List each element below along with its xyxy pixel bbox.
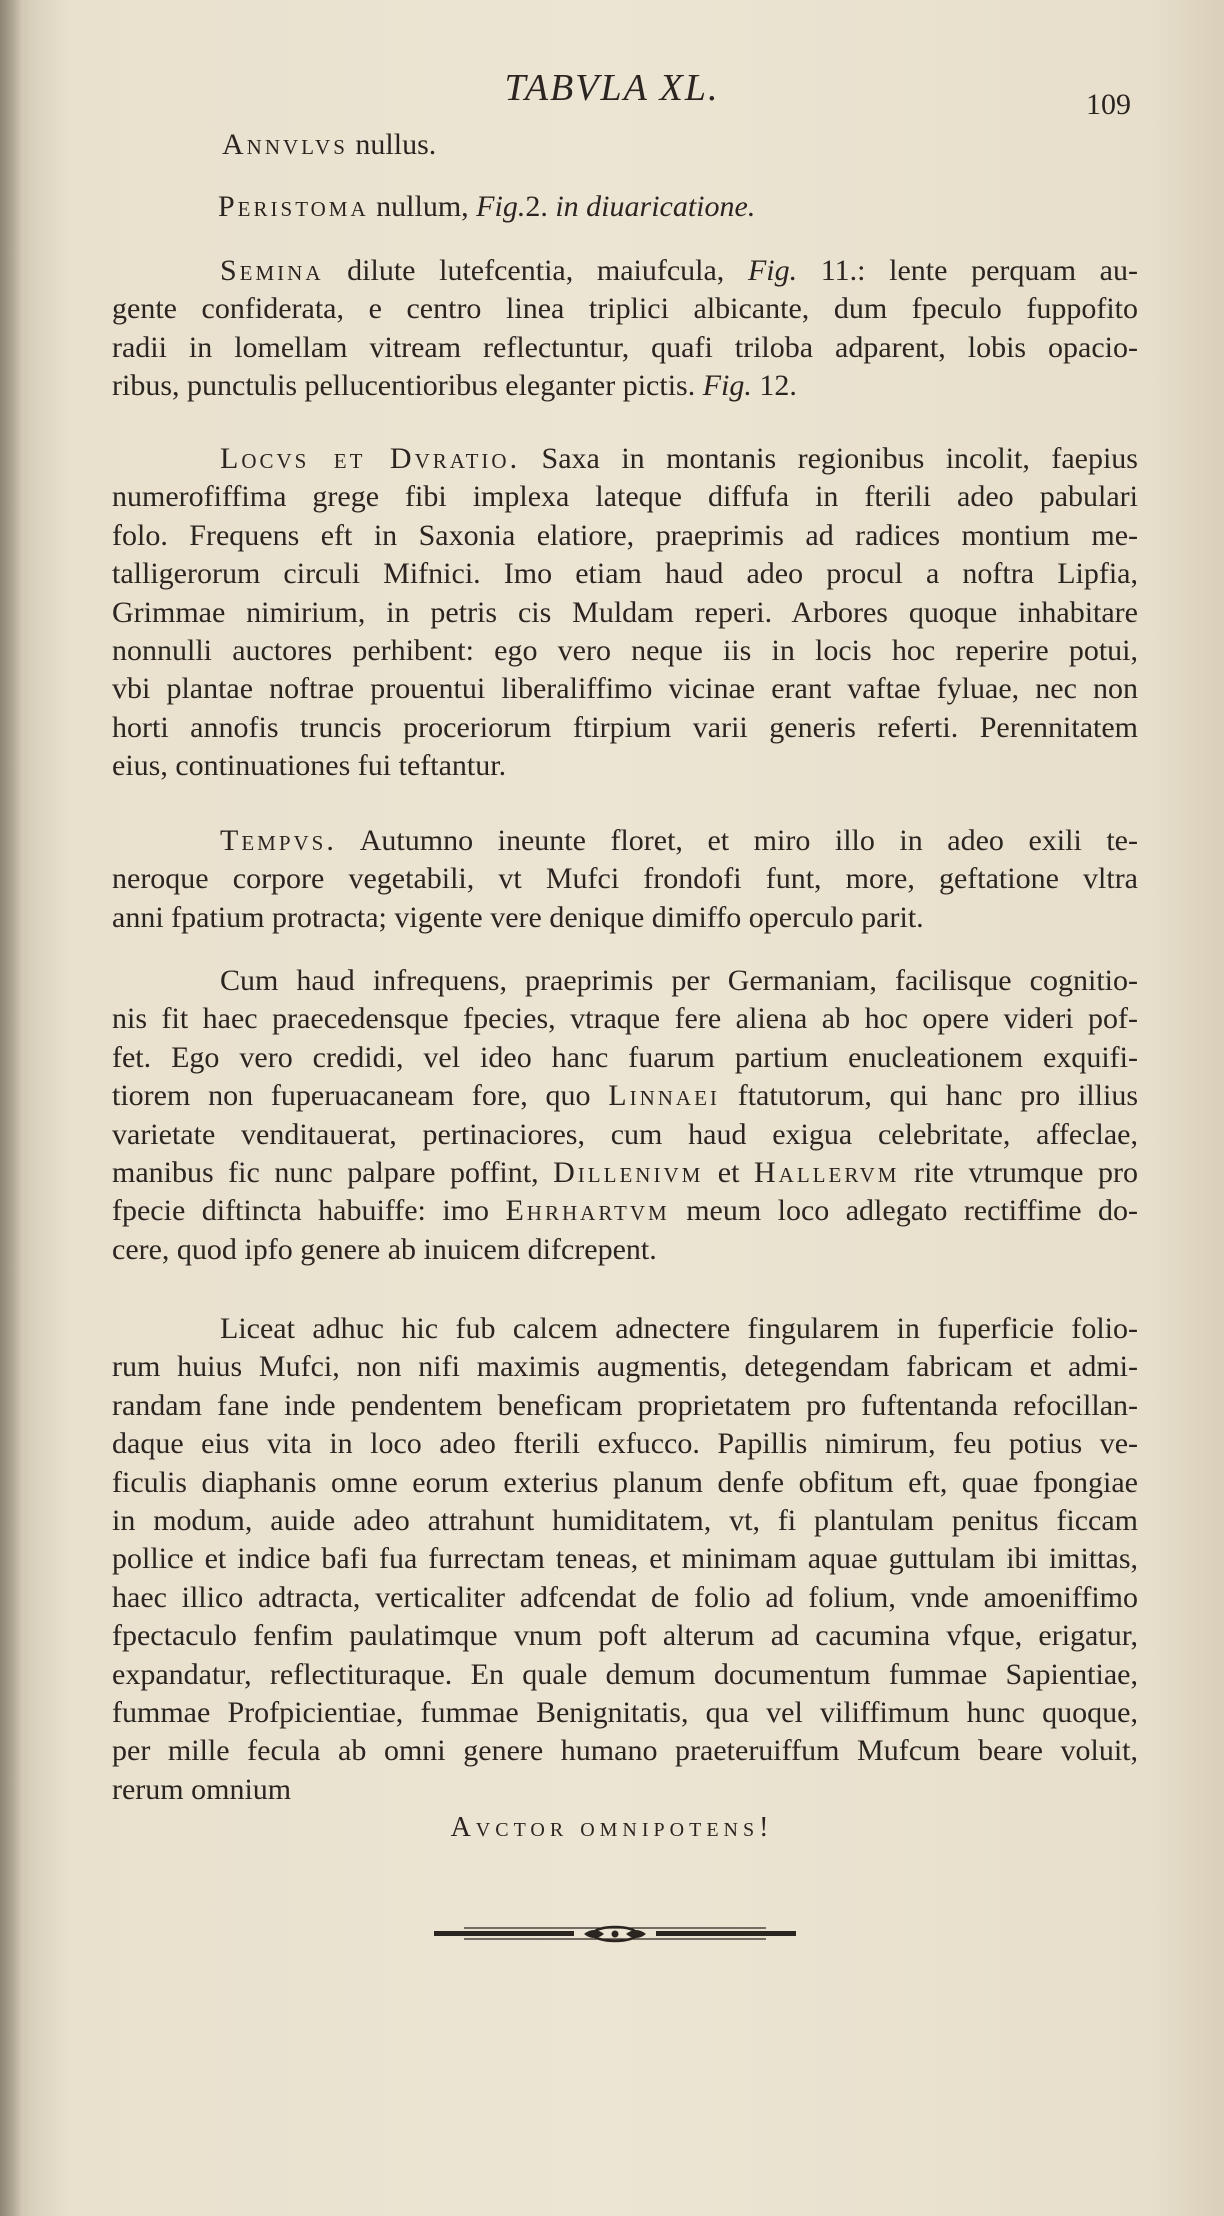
text-line: talligerorum circuli Mifnici. Imo etiam haud adeo procul a noftra Lipfia, xyxy=(112,557,1138,591)
text-line: folo. Frequens eft in Saxonia elatiore, praeprimis ad radices montium me- xyxy=(112,518,1138,552)
section-label: Semina xyxy=(220,254,324,287)
text-line: in modum, auide adeo attrahunt humiditatem, vt, fi plantulam penitus ficcam xyxy=(112,1504,1138,1538)
text-line: pollice et indice bafi fua furrectam teneas, et minimam aquae guttulam ibi imittas, xyxy=(112,1542,1138,1576)
section-label: Annvlvs xyxy=(222,128,348,161)
text-span: rite vtrumque pro xyxy=(899,1156,1139,1190)
text-line: Liceat adhuc hic fub calcem adnectere fingularem in fuperficie folio- xyxy=(220,1312,1138,1345)
page-number: 109 xyxy=(1086,88,1131,121)
text-line: nonnulli auctores perhibent: ego vero neque iis in locis hoc reperire potui, xyxy=(112,634,1138,668)
spine-shadow xyxy=(0,0,22,2216)
text-line: rerum omnium xyxy=(112,1772,292,1806)
text-line: fet. Ego vero credidi, vel ideo hanc fuarum partium enucleationem exquifi- xyxy=(112,1040,1138,1074)
text-line: Cum haud infrequens, praeprimis per Germaniam, facilisque cognitio- xyxy=(220,964,1138,997)
text-span: 11.: lente perquam au- xyxy=(797,254,1138,287)
semina-paragraph xyxy=(112,252,1138,406)
text-line: varietate venditauerat, pertinaciores, cum haud exigua celebritate, affeclae, xyxy=(112,1117,1138,1151)
text-span: 12. xyxy=(751,369,797,403)
text-line xyxy=(112,188,1138,226)
text-line xyxy=(112,1192,1138,1230)
text-line: randam fane inde pendentem beneficam proprietatem pro fuftentanda refocillan- xyxy=(112,1388,1138,1422)
text-span: manibus fic nunc palpare poffint, xyxy=(112,1156,554,1190)
text-line: ficulis diaphanis omne eorum exterius planum denfe obfitum eft, quae fpongiae xyxy=(112,1465,1138,1499)
text-line: haec illico adtracta, verticaliter adfcendat de folio ad folium, vnde amoeniffimo xyxy=(112,1580,1138,1614)
ornament-rule xyxy=(434,1924,796,1944)
author-name: Linnaei xyxy=(608,1079,720,1113)
section-label: Peristoma xyxy=(218,190,369,223)
text-line xyxy=(112,822,1138,860)
text-line: eius, continuationes fui teftantur. xyxy=(112,749,507,783)
text-line: cere, quod ipfo genere ab inuicem difcrepent. xyxy=(112,1232,657,1266)
text-span: in diuaricatione. xyxy=(547,190,756,223)
ornament-left-leaf xyxy=(584,1930,604,1938)
text-line: horti annofis truncis proceriorum ftirpium varii generis referti. Perennitatem xyxy=(112,710,1138,744)
text-span: Autumno ineunte floret, et miro illo in adeo exili te- xyxy=(336,824,1138,857)
ornament-right-leaf xyxy=(626,1930,646,1938)
text-line: radii in lomellam vitream reflectuntur, quafi triloba adparent, lobis opacio- xyxy=(112,330,1138,364)
text-span: dilute lutefcentia, maiufcula, xyxy=(323,254,748,287)
author-name: Ehrhartvm xyxy=(505,1194,670,1228)
ornament-left-bar xyxy=(434,1931,574,1936)
running-head: TABVLA XL. xyxy=(504,67,720,109)
ornament-center-dot xyxy=(612,1931,619,1938)
text-line: nis fit haec praecedensque fpecies, vtraque fere aliena ab hoc opere videri pof- xyxy=(112,1002,1138,1036)
text-line: numerofiffima grege fibi implexa lateque diffufa in fterili adeo pabulari xyxy=(112,480,1138,514)
text-span: ftatutorum, qui hanc pro illius xyxy=(719,1079,1138,1113)
annulus-paragraph xyxy=(112,126,1138,164)
figure-ref: Fig. xyxy=(702,369,752,403)
locus-paragraph xyxy=(112,440,1138,786)
figure-ref: Fig. xyxy=(747,254,798,287)
ornament-right-bar xyxy=(656,1931,796,1936)
text-span: fpecie diftincta habuiffe: imo xyxy=(112,1194,506,1228)
author-name: Dillenivm xyxy=(553,1156,704,1190)
text-line: vbi plantae noftrae prouentui liberaliffimo vicinae erant vaftae fyluae, nec non xyxy=(112,672,1138,706)
text-span: et xyxy=(703,1156,754,1190)
text-span: nullum, xyxy=(368,190,477,223)
text-line xyxy=(112,440,1138,478)
section-label: Locvs et Dvratio. xyxy=(220,442,521,475)
text-line: Grimmae nimirium, in petris cis Muldam reperi. Arbores quoque inhabitare xyxy=(112,595,1138,629)
text-line: anni fpatium protracta; vigente vere denique dimiffo operculo parit. xyxy=(112,900,924,934)
liceat-paragraph xyxy=(112,1310,1138,1809)
text-line: fpectaculo fenfim paulatimque vnum poft alterum ad cacumina vfque, erigatur, xyxy=(112,1619,1138,1653)
closing-line: Avctor omnipotens! xyxy=(450,1812,774,1843)
text-line xyxy=(112,1154,1138,1192)
text-span: Saxa in montanis regionibus incolit, faepius xyxy=(520,442,1138,475)
text-span: nullus. xyxy=(347,128,437,161)
text-span: ribus, punctulis pellucentioribus eleganter pictis. xyxy=(112,369,703,403)
text-line xyxy=(112,367,1138,405)
section-label: Tempvs. xyxy=(220,824,337,857)
tempus-paragraph xyxy=(112,822,1138,937)
author-name: Hallervm xyxy=(754,1156,900,1190)
text-line: per mille fecula ab omni genere humano praeteruiffum Mufcum beare voluit, xyxy=(112,1734,1138,1768)
figure-ref: Fig. xyxy=(476,190,526,223)
text-line: gente confiderata, e centro linea triplici albicante, dum fpeculo fuppofito xyxy=(112,292,1138,326)
text-span: meum loco adlegato rectiffime do- xyxy=(669,1194,1138,1228)
text-line xyxy=(112,252,1138,290)
text-line: daque eius vita in loco adeo fterili exfucco. Papillis nimirum, feu potius ve- xyxy=(112,1427,1138,1461)
text-line: expandatur, reflectituraque. En quale demum documentum fummae Sapientiae, xyxy=(112,1657,1138,1691)
text-line xyxy=(112,1077,1138,1115)
text-line xyxy=(112,126,1138,164)
text-span: tiorem non fuperuacaneam fore, quo xyxy=(112,1079,609,1113)
peristoma-paragraph xyxy=(112,188,1138,226)
cum-paragraph xyxy=(112,962,1138,1269)
text-line: rum huius Mufci, non nifi maximis augmentis, detegendam fabricam et admi- xyxy=(112,1350,1138,1384)
text-span: 2. xyxy=(525,190,548,223)
text-line: fummae Profpicientiae, fummae Benignitatis, qua vel viliffimum hunc quoque, xyxy=(112,1696,1138,1730)
text-line: neroque corpore vegetabili, vt Mufci frondofi funt, more, geftatione vltra xyxy=(112,862,1138,896)
